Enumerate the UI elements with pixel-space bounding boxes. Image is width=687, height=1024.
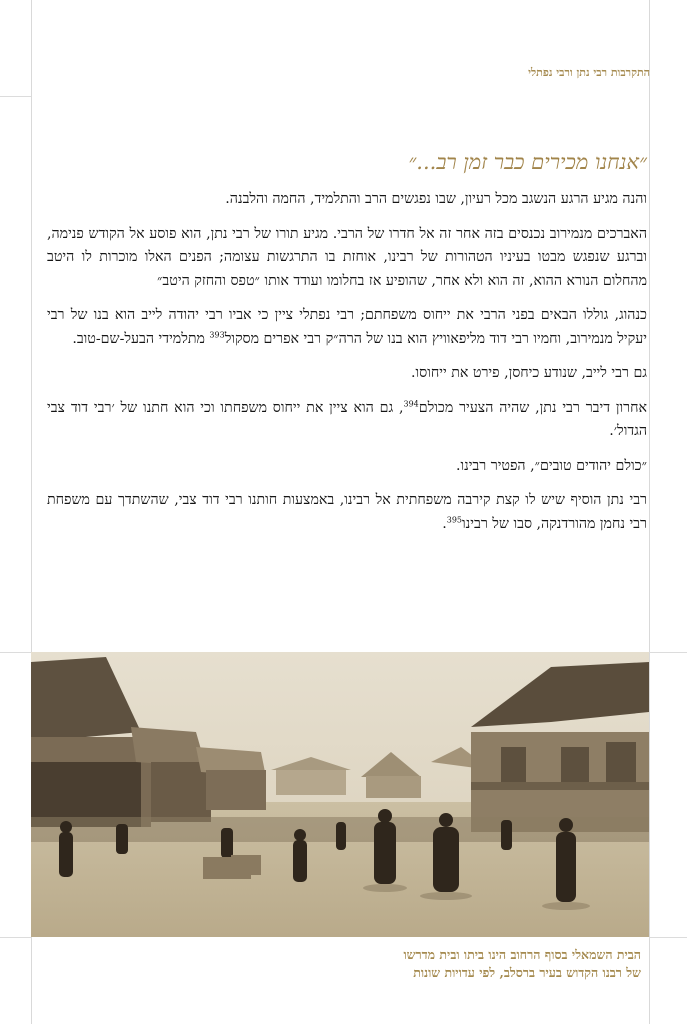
margin-rule-photo-bottom-right [649,937,687,938]
paragraph: ״כולם יהודים טובים״, הפטיר רבינו. [455,457,647,474]
paragraph: כנהוג, גוללו הבאים בפני הרבי את ייחוס משפחתם; רבי נפתלי ציין כי אביו רבי יהודה לייב הוא בנו של רבי יעקיל מנמירוב, וחמיו רבי דוד מליפאוויץ הוא בנו של הרה״ק רבי אפרים מסקול$^{393}$ מתלמידי הבעל-שם-טוב. [47,307,647,347]
margin-rule-top [0,96,31,97]
paragraph: אחרון דיבר רבי נתן, שהיה הצעיר מכולם$^{394}$, גם הוא ציין את ייחוס משפחתו וכי הוא חתנו של ׳רבי דוד צבי הגדול׳. [47,398,647,439]
street-photo [31,652,649,937]
margin-rule-photo-top-right [649,652,687,653]
running-header: התקרבות רבי נתן ורבי נפתלי [528,66,650,79]
paragraph: האברכים מנמירוב נכנסים בזה אחר זה אל חדרו של הרבי. מגיע תורו של רבי נתן, הוא פוסע אל הקודש פנימה, וברגע שנפגש מבטו בעיניו הטהורות של רבינו, אוחזת בו התרגשות עצומה; הפנים האלו מוכרות לו היטב מהחלום הנורא ההוא, זה הוא ולא אחר, שהופיע אז בחלומו ועודד אותו ״טפס והחזק היטב״ [47,225,647,289]
paragraph: גם רבי לייב, שנודע כיחסן, פירט את ייחוסו. [411,365,647,381]
footnote-ref: 393 [209,329,225,339]
footnote-ref: 394 [403,398,419,408]
caption-line: של רבנו הקדוש בעיר ברסלב, לפי עדויות שונות [413,965,641,980]
footnote-ref: 395 [446,514,463,524]
photo-caption [41,946,641,982]
caption-line: הבית השמאלי בסוף הרחוב הינו ביתו ובית מדרשו [403,947,641,962]
paragraph: והנה מגיע הרגע הנשגב מכל רעיון, שבו נפגשים הרב והתלמיד, החמה והלבנה. [225,191,647,207]
body-text [47,188,647,547]
chapter-headline: ״אנחנו מכירים כבר זמן רב...״ [408,150,647,174]
street-photo-illustration [31,652,649,937]
page-frame-right [649,0,650,1024]
paragraph: רבי נתן הוסיף שיש לו קצת קירבה משפחתית אל רבינו, באמצעות חותנו רבי דוד צבי, שהשתדך עם משפחת רבי נחמן מהורדנקה, סבו של רבינו$^{395}$. [47,492,647,532]
margin-rule-photo-top [0,652,31,653]
margin-rule-photo-bottom [0,937,31,938]
